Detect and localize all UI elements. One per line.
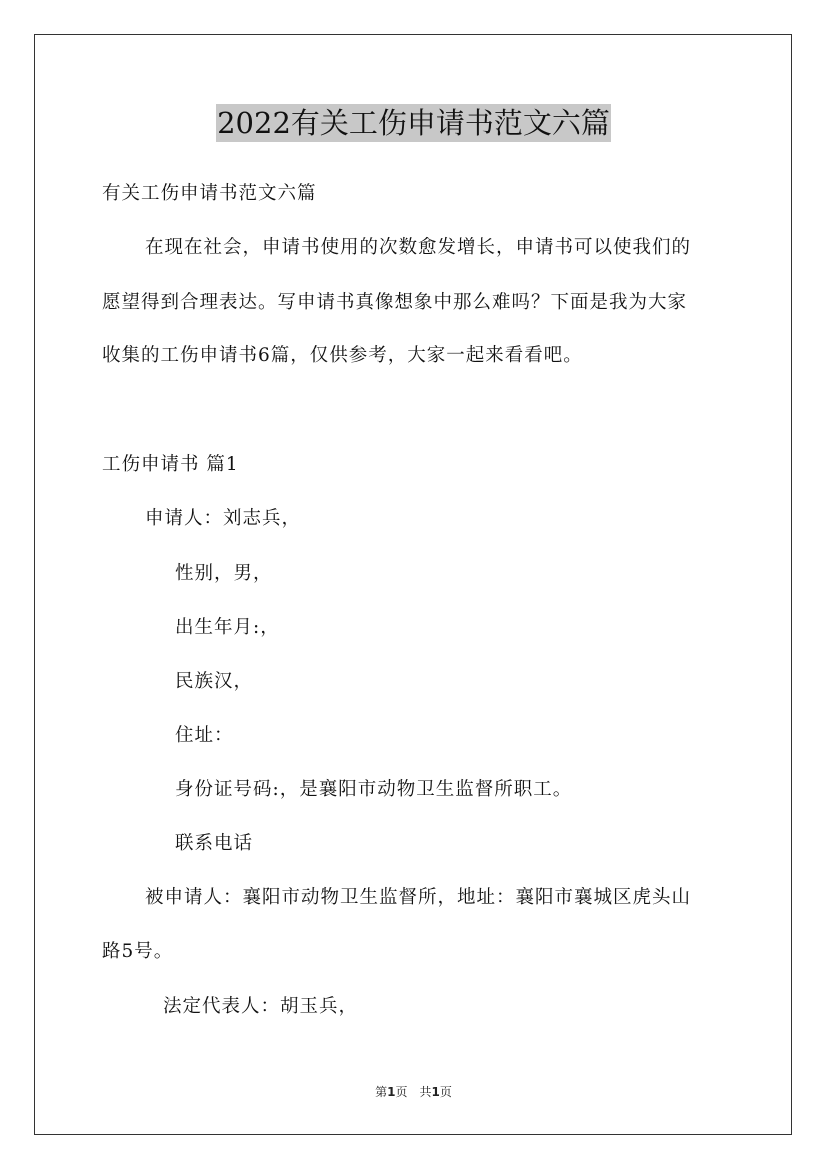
applicant-birth: 出生年月:，: [175, 617, 280, 638]
footer-page-mid: 页 共: [395, 1085, 432, 1099]
respondent-line-1: 被申请人：襄阳市动物卫生监督所，地址：襄阳市襄城区虎头山: [145, 887, 692, 908]
applicant-id: 身份证号码:，是襄阳市动物卫生监督所职工。: [175, 779, 573, 800]
footer-page-total: 1: [431, 1085, 440, 1099]
intro-line-2: 愿望得到合理表达。写申请书真像想象中那么难吗？下面是我为大家: [102, 292, 688, 313]
footer-page-prefix: 第: [375, 1085, 388, 1099]
document-title: 2022有关工伤申请书范文六篇: [217, 106, 610, 140]
intro-line-3: 收集的工伤申请书6篇，仅供参考，大家一起来看看吧。: [102, 345, 583, 366]
footer-page-number: 1: [387, 1085, 396, 1099]
applicant-phone: 联系电话: [175, 833, 254, 854]
applicant-address: 住址：: [175, 725, 234, 746]
applicant-name: 申请人：刘志兵，: [145, 508, 302, 529]
intro-line-1: 在现在社会，申请书使用的次数愈发增长，申请书可以使我们的: [145, 237, 692, 258]
page-footer: [0, 1084, 827, 1100]
footer-page-suffix: 页: [439, 1085, 452, 1099]
document-subtitle: 有关工伤申请书范文六篇: [102, 183, 317, 204]
section-heading: 工伤申请书 篇1: [102, 454, 239, 475]
applicant-ethnicity: 民族汉，: [175, 671, 254, 692]
title-container: [0, 104, 827, 142]
respondent-line-2: 路5号。: [102, 941, 174, 962]
applicant-gender: 性别，男，: [175, 563, 273, 584]
legal-representative: 法定代表人：胡玉兵，: [163, 996, 359, 1017]
